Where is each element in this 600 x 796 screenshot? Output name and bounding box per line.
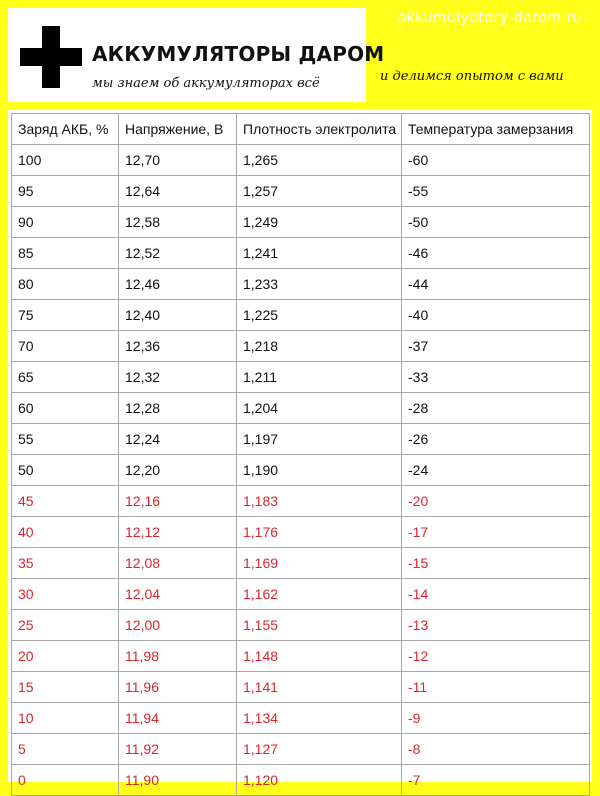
cell-density: 1,127 [237, 734, 402, 765]
table-header-row [12, 114, 590, 145]
cell-freezing-temp: -17 [402, 517, 590, 548]
cell-density: 1,148 [237, 641, 402, 672]
cell-freezing-temp: -7 [402, 765, 590, 796]
battery-charge-table [11, 113, 590, 796]
cell-density: 1,257 [237, 176, 402, 207]
cell-voltage: 11,98 [119, 641, 237, 672]
cell-freezing-temp: -13 [402, 610, 590, 641]
cell-freezing-temp: -9 [402, 703, 590, 734]
cell-density: 1,141 [237, 672, 402, 703]
table-row [12, 734, 590, 765]
cell-freezing-temp: -46 [402, 238, 590, 269]
cell-density: 1,241 [237, 238, 402, 269]
table-row [12, 331, 590, 362]
cell-voltage: 12,58 [119, 207, 237, 238]
cell-density: 1,197 [237, 424, 402, 455]
cell-freezing-temp: -55 [402, 176, 590, 207]
cell-voltage: 12,36 [119, 331, 237, 362]
cell-density: 1,190 [237, 455, 402, 486]
table-row [12, 238, 590, 269]
cell-freezing-temp: -40 [402, 300, 590, 331]
cell-charge: 50 [12, 455, 119, 486]
cell-voltage: 11,94 [119, 703, 237, 734]
cell-charge: 70 [12, 331, 119, 362]
cell-voltage: 12,46 [119, 269, 237, 300]
table-row [12, 393, 590, 424]
cell-charge: 60 [12, 393, 119, 424]
table-row [12, 424, 590, 455]
cell-voltage: 12,32 [119, 362, 237, 393]
cell-charge: 40 [12, 517, 119, 548]
cell-charge: 35 [12, 548, 119, 579]
cell-voltage: 12,24 [119, 424, 237, 455]
cell-freezing-temp: -11 [402, 672, 590, 703]
cell-density: 1,211 [237, 362, 402, 393]
cell-charge: 25 [12, 610, 119, 641]
header-voltage: Напряжение, В [119, 114, 237, 145]
cell-charge: 80 [12, 269, 119, 300]
cell-charge: 85 [12, 238, 119, 269]
cell-density: 1,155 [237, 610, 402, 641]
cell-voltage: 12,04 [119, 579, 237, 610]
table-row [12, 486, 590, 517]
table-container [8, 110, 592, 788]
cell-charge: 45 [12, 486, 119, 517]
cell-charge: 90 [12, 207, 119, 238]
cell-charge: 0 [12, 765, 119, 796]
cell-freezing-temp: -44 [402, 269, 590, 300]
cell-charge: 65 [12, 362, 119, 393]
table-row [12, 610, 590, 641]
cell-density: 1,204 [237, 393, 402, 424]
table-row [12, 641, 590, 672]
cell-charge: 10 [12, 703, 119, 734]
cell-charge: 5 [12, 734, 119, 765]
cell-voltage: 12,20 [119, 455, 237, 486]
logo-banner [8, 8, 385, 102]
cell-charge: 100 [12, 145, 119, 176]
cell-charge: 30 [12, 579, 119, 610]
cell-density: 1,218 [237, 331, 402, 362]
cell-density: 1,233 [237, 269, 402, 300]
cell-voltage: 12,16 [119, 486, 237, 517]
table-row [12, 269, 590, 300]
slogan-right: и делимся опытом с вами [380, 69, 564, 84]
table-row [12, 207, 590, 238]
slogan-left: мы знаем об аккумуляторах всё [92, 76, 320, 91]
table-row [12, 517, 590, 548]
cell-freezing-temp: -14 [402, 579, 590, 610]
cell-voltage: 11,90 [119, 765, 237, 796]
cell-density: 1,169 [237, 548, 402, 579]
cell-freezing-temp: -12 [402, 641, 590, 672]
cell-freezing-temp: -37 [402, 331, 590, 362]
header-freezing-temp: Температура замерзания [402, 114, 590, 145]
cell-voltage: 12,40 [119, 300, 237, 331]
table-row [12, 672, 590, 703]
table-row [12, 300, 590, 331]
cell-voltage: 11,96 [119, 672, 237, 703]
table-row [12, 548, 590, 579]
cell-freezing-temp: -33 [402, 362, 590, 393]
cell-freezing-temp: -15 [402, 548, 590, 579]
table-row [12, 362, 590, 393]
site-url: akkumulyatory-darom.ru [397, 10, 582, 26]
cell-freezing-temp: -28 [402, 393, 590, 424]
cell-density: 1,120 [237, 765, 402, 796]
cell-density: 1,249 [237, 207, 402, 238]
cell-charge: 95 [12, 176, 119, 207]
cell-density: 1,162 [237, 579, 402, 610]
cell-voltage: 12,08 [119, 548, 237, 579]
header-charge: Заряд АКБ, % [12, 114, 119, 145]
cell-voltage: 11,92 [119, 734, 237, 765]
cell-freezing-temp: -8 [402, 734, 590, 765]
cell-density: 1,183 [237, 486, 402, 517]
header-density: Плотность электролита [237, 114, 402, 145]
cell-density: 1,225 [237, 300, 402, 331]
cell-charge: 20 [12, 641, 119, 672]
table-row [12, 703, 590, 734]
cell-charge: 55 [12, 424, 119, 455]
cell-freezing-temp: -60 [402, 145, 590, 176]
table-row [12, 176, 590, 207]
cell-voltage: 12,00 [119, 610, 237, 641]
cell-voltage: 12,28 [119, 393, 237, 424]
cell-density: 1,176 [237, 517, 402, 548]
table-row [12, 765, 590, 796]
cell-charge: 15 [12, 672, 119, 703]
cell-charge: 75 [12, 300, 119, 331]
table-row [12, 455, 590, 486]
cell-voltage: 12,70 [119, 145, 237, 176]
cell-freezing-temp: -50 [402, 207, 590, 238]
plus-icon [20, 26, 82, 88]
cell-voltage: 12,12 [119, 517, 237, 548]
cell-voltage: 12,52 [119, 238, 237, 269]
cell-voltage: 12,64 [119, 176, 237, 207]
brand-name: АККУМУЛЯТОРЫ ДАРОМ [92, 42, 385, 66]
cell-density: 1,265 [237, 145, 402, 176]
cell-freezing-temp: -20 [402, 486, 590, 517]
cell-freezing-temp: -26 [402, 424, 590, 455]
table-row [12, 145, 590, 176]
cell-density: 1,134 [237, 703, 402, 734]
table-row [12, 579, 590, 610]
cell-freezing-temp: -24 [402, 455, 590, 486]
